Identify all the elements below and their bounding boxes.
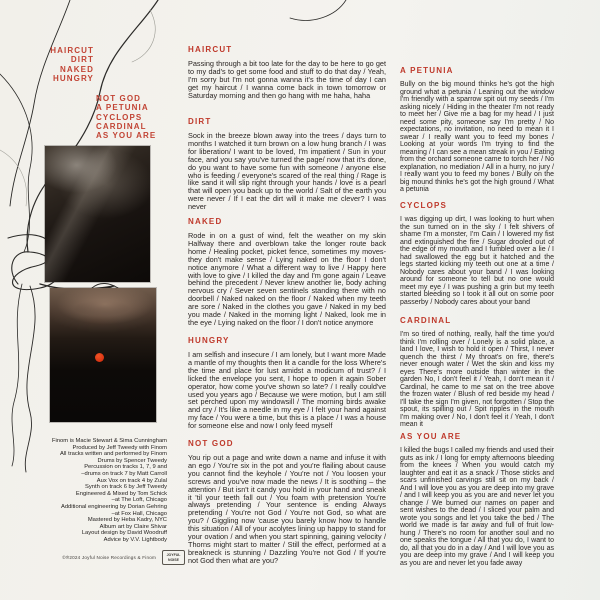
song-lyrics: Sock in the breeze blown away into the trees / days turn to months I watched it turn brown on a low hung branch / I was for liberation/ I want to be loved, I'm impatient / Sun in your face, and you say you've turned the page/ now that it's done, do you want to have some fun with someone / anyone else who is feeding / everyone's scared of the real thing / Rage is like sand it will slip right through your hands / love is a pearl that will open you back up to the world / Salt of the earth you were never / If I eat the dirt will it make me clever? I was never — [188, 131, 386, 212]
track-title: DIRT — [70, 55, 94, 65]
credit-line: Engineered & Mixed by Tom Schick — [75, 490, 167, 497]
song-lyrics: I'm so tired of nothing, really, half the time you'd think I'm rolling over / Lonely is a solid place, a land I love, I wish to hold it open / Thirst, I never quench the thirst / My throat's on fire, there's never enough water / Wet the skin and kiss my eyes There's more outside than winter in the garden No, I don't feel it / Yeah, I don't mean it / Cardinal, he came to me sat on the tree above the frozen water / Blush of red beside my head / I'll take the sign I'm given, not forgotten / Stop the spout, its spilling out / Spit ripples in the mouth I'm making over / No, I don't feel it / Yeah, I don't mean it — [400, 331, 554, 428]
tracklist-side-a — [30, 46, 94, 83]
track-title: AS YOU ARE — [96, 131, 157, 141]
song-lyrics: I am selfish and insecure / I am lonely, but I want more Made a mantle of my thoughts then lit a candle for the loss Where's the time and place for lust amidst a modicum of trust? / I licked the envelope you sent, I hope to open it again Sober operator, how come you've shown so late? / I really could've used you years ago / Because we were motion, but I am still set perched upon my windowsill / The morning birds awake and cry / It's like a needle in my eye / I felt your hand against my face / You were a time, but this is a place / I was a house for someone else and now I only feed myself — [188, 350, 386, 431]
credit-line: Layout design by David Woodruff — [81, 530, 167, 537]
song-lyrics: Bully on the big mound thinks he's got the high ground what a petunia / Leaning out the window I'm friendly with a sparrow spit out my seeds / I'm asking nicely / Hiding in the theater I'm not ready to meet her / Give me a bag for my head / I just need some pity, someone say I'm pretty / No expectations, no invitation, no need to mean it I swear / I really want you to feed my bones / Looking at your words I'm trying to find the meaning / I can see a mean streak in you / Eating from the orchard someone came to torch her / No explanation, no mediation / All in a hurry, no jury / I really want you to feed my bones / Bully on the big mound thinks he's got the high ground / What a petunia — [400, 81, 554, 193]
credit-line: Synth on track 6 by Jeff Tweedy — [85, 484, 167, 491]
song-title: HUNGRY — [188, 336, 230, 345]
lyrics-section-naked — [188, 217, 386, 327]
copyright-line: ©℗2024 Joyful Noise Recordings & Finom — [62, 555, 156, 560]
joyful-noise-logo: JOYFUL NOISE — [162, 550, 185, 565]
credit-line: Mastered by Heba Kadry, NYC — [87, 517, 167, 524]
credit-line: –at Fox Hall, Chicago — [111, 510, 167, 517]
song-title: DIRT — [188, 117, 212, 126]
song-title: CARDINAL — [400, 316, 452, 325]
credit-line: –at The Loft, Chicago — [111, 497, 167, 504]
lyrics-section-hungry — [188, 336, 386, 430]
song-title: CYCLOPS — [400, 201, 448, 210]
credit-line: Album art by Claire Shivar — [99, 523, 167, 530]
tracklist-side-b — [96, 94, 186, 140]
song-title: NAKED — [188, 217, 223, 226]
credit-line: Produced by Jeff Tweedy with Finom — [72, 444, 167, 451]
footer-row — [40, 550, 185, 565]
lyrics-section-not-god — [188, 439, 386, 565]
song-title: A PETUNIA — [400, 66, 454, 75]
lyrics-section-haircut — [188, 45, 386, 100]
credit-line: Advice by V.V. Lightbody — [103, 536, 167, 543]
track-title: CYCLOPS — [96, 112, 143, 122]
song-title: HAIRCUT — [188, 45, 233, 54]
song-lyrics: I was digging up dirt, I was looking to hurt when the sun turned on in the sky / I felt shivers of shame I'm a monster, I'm Cain / I lowered my fist and extinguished the fire / Sugar drooled out of the edge of my mouth and I fumbled over a lie / I had swallowed the egg but it hatched and the legs started kicking my teeth out one at a time / Nobody cares about your band / I was looking around for someone to tell but no one would meet my eye / I was pushing a grin but my teeth started bleeding so I took it all out on some poor passerby / Nobody cares about your band — [400, 216, 554, 306]
track-title: HUNGRY — [53, 73, 94, 83]
track-title: NAKED — [60, 64, 94, 74]
credit-line: –drums on track 7 by Matt Carroll — [81, 470, 167, 477]
song-lyrics: You rip out a page and write down a name and infuse it with an ego / You're six in the pot and you're flailing about cause you cannot find the keyhole / You're not / You loosen your screws and you've now made the news / It is soothing – the attention / But isn't it candy you hold in your hand and sneak it 'til your teeth fall out / You foam with pretension You're always pretending / Your sentence is ending Always pretending / You're not God / You're not God, so what are you? / Giggling now 'cause you barely know how to handle this situation / All of your acolytes lining up happy to stand for your ovation / and when you start spinning, gaining velocity / Thorns might start to matter / Still the effect, performed at a breakneck is stunning / Dazzling You're not God / If you're not God then what are you? — [188, 453, 386, 565]
credits-block — [20, 438, 167, 544]
photo-face-top — [45, 146, 150, 282]
lyrics-section-cardinal — [400, 316, 554, 429]
track-title: A PETUNIA — [96, 103, 149, 113]
credit-line: Additional engineering by Dorian Gehring — [60, 503, 167, 510]
lyrics-section-dirt — [188, 117, 386, 211]
song-title: NOT GOD — [188, 439, 234, 448]
song-title: AS YOU ARE — [400, 432, 462, 441]
lyrics-section-as-you-are — [400, 432, 554, 567]
track-title: HAIRCUT — [50, 46, 94, 55]
track-title: NOT GOD — [96, 94, 142, 103]
song-lyrics: Rode in on a gust of wind, felt the weather on my skin Halfway there and overblown take the longer route back home / Healing pocket, picket fence, sometimes my moves- they don't make sense / Lying naked on the floor I don't notice anymore / What a different way to live / Happy here with love to give / I killed the day and I'm gone again / Leave behind the precedent / Never knew another lie, body aching nervous cry / Sever seven sentinels standing there with no doorbell / Naked naked on the floor / Naked when my teeth are sore / Naked in the clothes you gave / Naked in my bed you made / Naked in the morning light / Naked, look me in the eye / Lying naked on the floor / I don't notice anymore — [188, 231, 386, 327]
lyrics-section-cyclops — [400, 201, 554, 306]
credit-line: Drums by Spencer Tweedy — [97, 457, 167, 464]
track-title: CARDINAL — [96, 121, 147, 131]
credit-line: Percussion on tracks 1, 7, 9 and — [84, 464, 167, 471]
song-lyrics: I killed the bugs I called my friends and used their guts as ink / I long for empty afternoons bleeding from the knees / When you would catch my laughter and eat it as a snack / Those sticks and scars unfinished carvings still sit on my back / And I will love you as you are deep into my grave / and I will keep you as you are and never let you change / We burned our names on paper and sent wishes to the dead / I sliced your palm and wrote you songs and let you take the bed / The world we made is far away and full of fruit low-hung / There's no room for another soul and no one speaks the tongue / All that you do, I want to do, all that you do in a day / And I will love you as you are deep into my grave / And I will keep you as you are and never let you fade away — [400, 447, 554, 567]
song-lyrics: Passing through a bit too late for the day to be here to go get to my dad's to get some food and stuff to do that day / Yeah, I'm sorry but I'm not gonna wanna it's the time of day I can get my haircut / I wanna come back in town tomorrow or Saturday morning and then go hang with me haha, haha — [188, 59, 386, 100]
lyrics-section-a-petunia — [400, 66, 554, 194]
red-dot-mark — [95, 353, 104, 362]
credit-line: Aux Vox on track 4 by Zulal — [96, 477, 167, 484]
credit-line: Finom is Macie Stewart & Sima Cunningham — [51, 438, 167, 444]
credit-line: All tracks written and performed by Finom — [60, 451, 167, 458]
